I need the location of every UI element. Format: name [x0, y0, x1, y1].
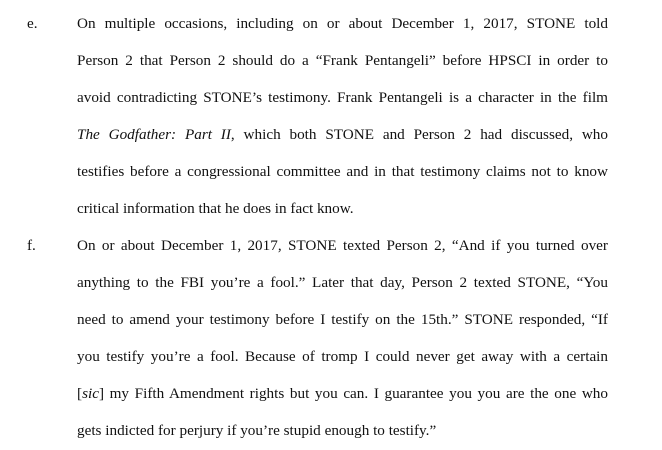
text-run: need to amend your testimony before I testify on the 15th.” STONE responded, “If [77, 311, 608, 328]
paragraph-marker: f. [27, 237, 36, 254]
text-line [77, 80, 608, 117]
text-line [77, 191, 354, 228]
text-run: On multiple occasions, including on or about December 1, 2017, STONE told [77, 15, 608, 32]
film-title: The Godfather: Part II [77, 126, 231, 143]
text-line [77, 6, 608, 43]
text-line [77, 376, 608, 413]
text-line [77, 302, 608, 339]
text-line [77, 43, 608, 80]
text-line [77, 228, 608, 265]
text-run: [ [77, 385, 83, 402]
text-run: ] my Fifth Amendment rights but you can. I guarantee you you are the one who [98, 385, 608, 402]
text-line [77, 154, 608, 191]
text-line [77, 339, 608, 376]
text-run: you testify you’re a fool. Because of tromp I could never get away with a certain [77, 348, 608, 365]
text-run: Person 2 that Person 2 should do a “Frank Pentangeli” before HPSCI in order to [77, 52, 608, 69]
text-run: gets indicted for perjury if you’re stupid enough to testify.” [77, 422, 437, 439]
text-line [77, 413, 436, 450]
sic-notation: sic [82, 385, 99, 402]
text-line [77, 117, 608, 154]
text-line [77, 265, 608, 302]
text-run: , which both STONE and Person 2 had discussed, who [230, 126, 608, 143]
text-run: On or about December 1, 2017, STONE texted Person 2, “And if you turned over [77, 237, 608, 254]
text-run: anything to the FBI you’re a fool.” Later that day, Person 2 texted STONE, “You [77, 274, 608, 291]
text-run: avoid contradicting STONE’s testimony. Frank Pentangeli is a character in the film [77, 89, 608, 106]
text-run: critical information that he does in fact know. [77, 200, 354, 217]
paragraph-marker: e. [27, 15, 38, 32]
text-run: testifies before a congressional committee and in that testimony claims not to know [77, 163, 608, 180]
